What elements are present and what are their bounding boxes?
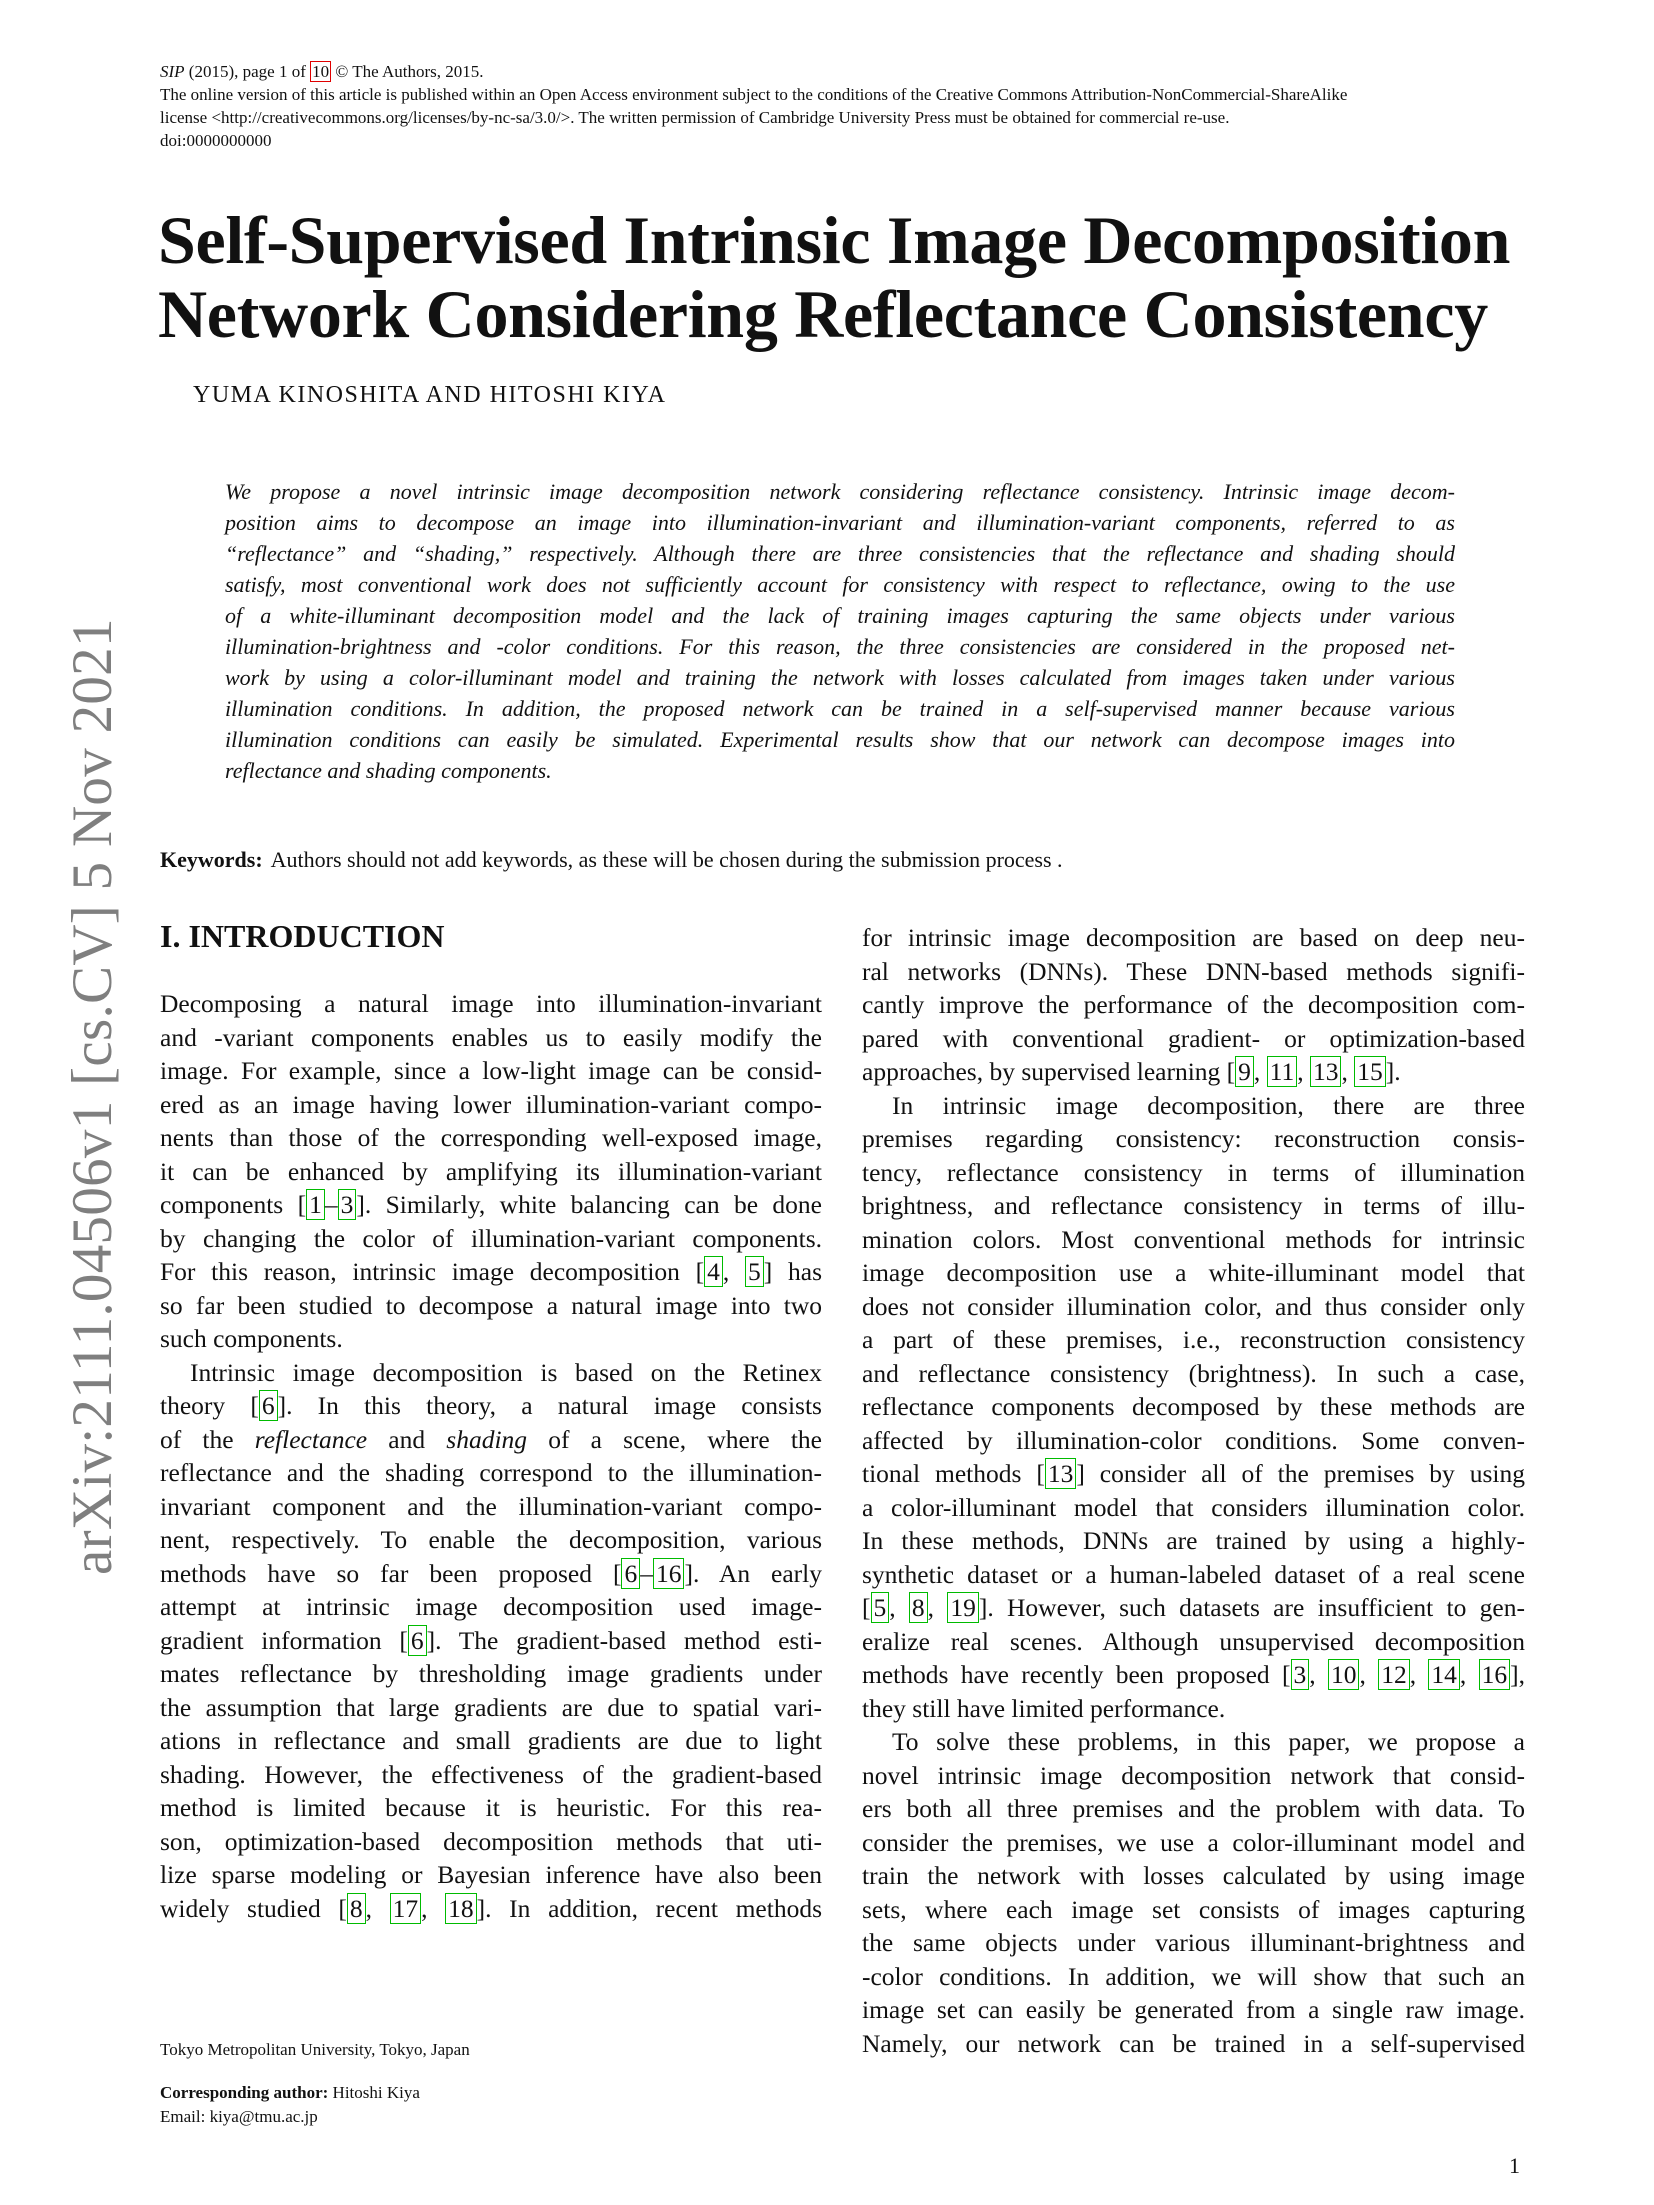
text-line: image. For example, since a low-light image can be consid- [160,1056,822,1085]
text-line: To solve these problems, in this paper, we propose a [892,1727,1525,1756]
citation-link[interactable]: 12 [1378,1659,1410,1690]
affiliation-footnote: Tokyo Metropolitan University, Tokyo, Japan [160,2040,470,2059]
license-line-1: The online version of this article is published within an Open Access environment subject to the conditions of the Creative Commons Attribution-NonCommercial-ShareAlike [160,85,1348,104]
title-line-2: Network Considering Reflectance Consistency [158,276,1488,352]
right-column [862,921,1525,2060]
keywords [160,847,1063,873]
text-line: novel intrinsic image decomposition network that consid- [862,1760,1525,1790]
text-line: cantly improve the performance of the decomposition com- [862,990,1525,1019]
citation-link[interactable]: 10 [1328,1659,1360,1690]
abstract-line: satisfy, most conventional work does not sufficiently account for consistency with respect to reflectance, owing to the use [225,572,1455,597]
text-line: such components. [160,1324,343,1353]
abstract-line: work by using a color-illuminant model and training the network with losses calculated from images taken under various [225,665,1455,690]
citation-link[interactable]: 6 [408,1625,427,1656]
text-line: it can be enhanced by amplifying its illumination-variant [160,1156,822,1186]
text-line: -color conditions. In addition, we will show that such an [862,1961,1525,1991]
paper-title [158,203,1558,351]
text-line: tency, reflectance consistency in terms of illumination [862,1157,1525,1187]
left-column [160,987,822,1925]
citation-link[interactable]: 19 [947,1592,979,1623]
arxiv-identifier: arXiv:2111.04506v1 [cs.CV] 5 Nov 2021 [61,618,124,1575]
text-line: nent, respectively. To enable the decomposition, various [160,1525,822,1554]
text-line: mates reflectance by thresholding image gradients under [160,1659,822,1688]
text-line: method is limited because it is heuristic. For this rea- [160,1793,822,1822]
text-line: does not consider illumination color, and thus consider only [862,1291,1525,1321]
citation-link[interactable]: 11 [1267,1056,1298,1087]
abstract [225,476,1455,786]
abstract-line: “reflectance” and “shading,” respectively. Although there are three consistencies that the reflectance and shading should [225,541,1455,566]
citation-link[interactable]: 4 [704,1256,723,1287]
text-line: methods have so far been proposed [ 6 – 16 ]. An early [160,1558,822,1588]
citation-link[interactable]: 17 [390,1893,422,1924]
citation-link[interactable]: 13 [1310,1056,1342,1087]
text-line: tional methods [ 13 ] consider all of the premises by using [862,1459,1525,1488]
text-line: theory [ 6 ]. In this theory, a natural image consists [160,1391,822,1420]
text-line: train the network with losses calculated by using image [862,1861,1525,1890]
text-line: sets, where each image set consists of images capturing [862,1894,1525,1924]
text-line: image decomposition use a white-illuminant model that [862,1258,1525,1287]
total-pages-link[interactable]: 10 [312,62,330,81]
abstract-line: of a white-illuminant decomposition model and the lack of training images capturing the same objects under various [225,603,1455,628]
text-line: a color-illuminant model that considers illumination color. [862,1492,1525,1522]
citation-link[interactable]: 5 [871,1592,890,1623]
citation-link[interactable]: 18 [445,1893,477,1924]
text-line: the assumption that large gradients are due to spatial vari- [160,1692,822,1722]
citation-link[interactable]: 1 [306,1189,325,1220]
text-line: attempt at intrinsic image decomposition used image- [160,1592,822,1621]
text-line: invariant component and the illumination-variant compo- [160,1491,822,1521]
citation-link[interactable]: 16 [1479,1659,1511,1690]
text-line: Intrinsic image decomposition is based on the Retinex [190,1357,822,1387]
text-line: affected by illumination-color conditions. Some conven- [862,1425,1525,1455]
text-line: Namely, our network can be trained in a self-supervised [862,2028,1525,2058]
authors: YUMA KINOSHITA AND HITOSHI KIYA [193,382,667,408]
text-line: pared with conventional gradient- or optimization-based [862,1023,1525,1053]
section-heading-introduction: I. INTRODUCTION [160,918,445,954]
text-line: consider the premises, we use a color-illuminant model and [862,1827,1525,1857]
journal-name: SIP [160,62,185,81]
text-line: reflectance and the shading correspond to the illumination- [160,1458,822,1487]
citation-link[interactable]: 14 [1428,1659,1460,1690]
text-line: approaches, by supervised learning [ 9 , 11 , 13 , 15 ]. [862,1057,1401,1086]
citation-link[interactable]: 15 [1354,1056,1386,1087]
text-line: and reflectance consistency (brightness). In such a case, [862,1358,1525,1388]
text-line: methods have recently been proposed [ 3 , 10 , 12 , 14 , 16 ], [862,1660,1525,1689]
text-line: For this reason, intrinsic image decomposition [ 4 , 5 ] has [160,1257,823,1286]
citation-link[interactable]: 8 [909,1592,928,1623]
text-line: widely studied [ 8 , 17 , 18 ]. In addition, recent methods [160,1893,823,1923]
abstract-line: illumination-brightness and -color conditions. For this reason, the three consistencies are considered in the proposed net- [225,634,1455,659]
text-line: brightness, and reflectance consistency in terms of illu- [862,1191,1525,1220]
keywords-text: Authors should not add keywords, as these will be chosen during the submission process . [270,847,1063,872]
text-line: lize sparse modeling or Bayesian inference have also been [160,1860,822,1889]
text-line: by changing the color of illumination-variant components. [160,1223,822,1253]
corresponding-author [160,2081,420,2129]
text-line: nents than those of the corresponding well-exposed image, [160,1123,822,1152]
text-line: for intrinsic image decomposition are based on deep neu- [862,923,1525,952]
citation-link[interactable]: 3 [1291,1659,1310,1690]
text-line: shading. However, the effectiveness of the gradient-based [160,1759,822,1789]
text-line: son, optimization-based decomposition methods that uti- [160,1826,822,1856]
citation-link[interactable]: 13 [1045,1458,1077,1489]
text-line: In these methods, DNNs are trained by using a highly- [862,1526,1525,1555]
citation-link[interactable]: 16 [653,1558,685,1589]
text-line: of the reflectance and shading of a scene, where the [160,1424,822,1454]
text-line: Decomposing a natural image into illumination-invariant [160,989,822,1018]
corr-name: Hitoshi Kiya [328,2083,420,2102]
abstract-line: reflectance and shading components. [225,758,552,783]
text-line: premises regarding consistency: reconstruction consis- [862,1124,1525,1153]
text-line: so far been studied to decompose a natural image into two [160,1290,822,1320]
corr-email: Email: kiya@tmu.ac.jp [160,2107,318,2126]
text-line: a part of these premises, i.e., reconstruction consistency [862,1325,1525,1354]
citation-link[interactable]: 6 [259,1390,278,1421]
text-line: ations in reflectance and small gradients are due to light [160,1726,822,1755]
text-line: ered as an image having lower illumination-variant compo- [160,1089,822,1119]
citation-link[interactable]: 8 [347,1893,366,1924]
text-line: gradient information [ 6 ]. The gradient-based method esti- [160,1625,822,1655]
corr-label: Corresponding author: [160,2083,329,2102]
citation-link[interactable]: 6 [621,1558,640,1589]
text-line: ers both all three premises and the problem with data. To [862,1794,1525,1823]
citation-link[interactable]: 9 [1235,1056,1254,1087]
text-line: they still have limited performance. [862,1693,1226,1723]
license-line-2: license <http://creativecommons.org/licenses/by-nc-sa/3.0/>. The written permission of Cambridge University Press must be obtained for commercial re-use. [160,108,1230,127]
abstract-line: illumination conditions can easily be simulated. Experimental results show that our network can decompose images into [225,727,1455,752]
doi: doi:0000000000 [160,131,272,150]
citation-line: SIP (2015), page 1 of 10 © The Authors, 2015. [160,62,484,81]
text-line: reflectance components decomposed by these methods are [862,1392,1525,1421]
page-number: 1 [1509,2153,1520,2178]
abstract-line: We propose a novel intrinsic image decomposition network considering reflectance consistency. Intrinsic image decom- [225,479,1455,504]
title-line-1: Self-Supervised Intrinsic Image Decomposition [158,202,1511,278]
abstract-line: illumination conditions. In addition, the proposed network can be trained in a self-supervised manner because various [225,696,1455,721]
citation-link[interactable]: 5 [745,1256,764,1287]
text-line: synthetic dataset or a human-labeled dataset of a real scene [862,1559,1525,1589]
text-line: and -variant components enables us to easily modify the [160,1022,822,1052]
text-line: the same objects under various illuminant-brightness and [862,1928,1525,1957]
text-line: [ 5 , 8 , 19 ]. However, such datasets are insufficient to gen- [862,1593,1525,1622]
text-line: image set can easily be generated from a single raw image. [862,1995,1525,2024]
keywords-label: Keywords: [160,847,263,872]
text-line: mination colors. Most conventional methods for intrinsic [862,1224,1525,1254]
text-line: eralize real scenes. Although unsupervised decomposition [862,1626,1525,1656]
abstract-line: position aims to decompose an image into illumination-invariant and illumination-variant components, referred to as [225,510,1455,535]
journal-header [160,60,1520,152]
citation-link[interactable]: 3 [338,1189,357,1220]
text-line: In intrinsic image decomposition, there are three [892,1090,1525,1120]
text-line: components [ 1 – 3 ]. Similarly, white balancing can be done [160,1190,822,1219]
text-line: ral networks (DNNs). These DNN-based methods signifi- [862,956,1525,986]
